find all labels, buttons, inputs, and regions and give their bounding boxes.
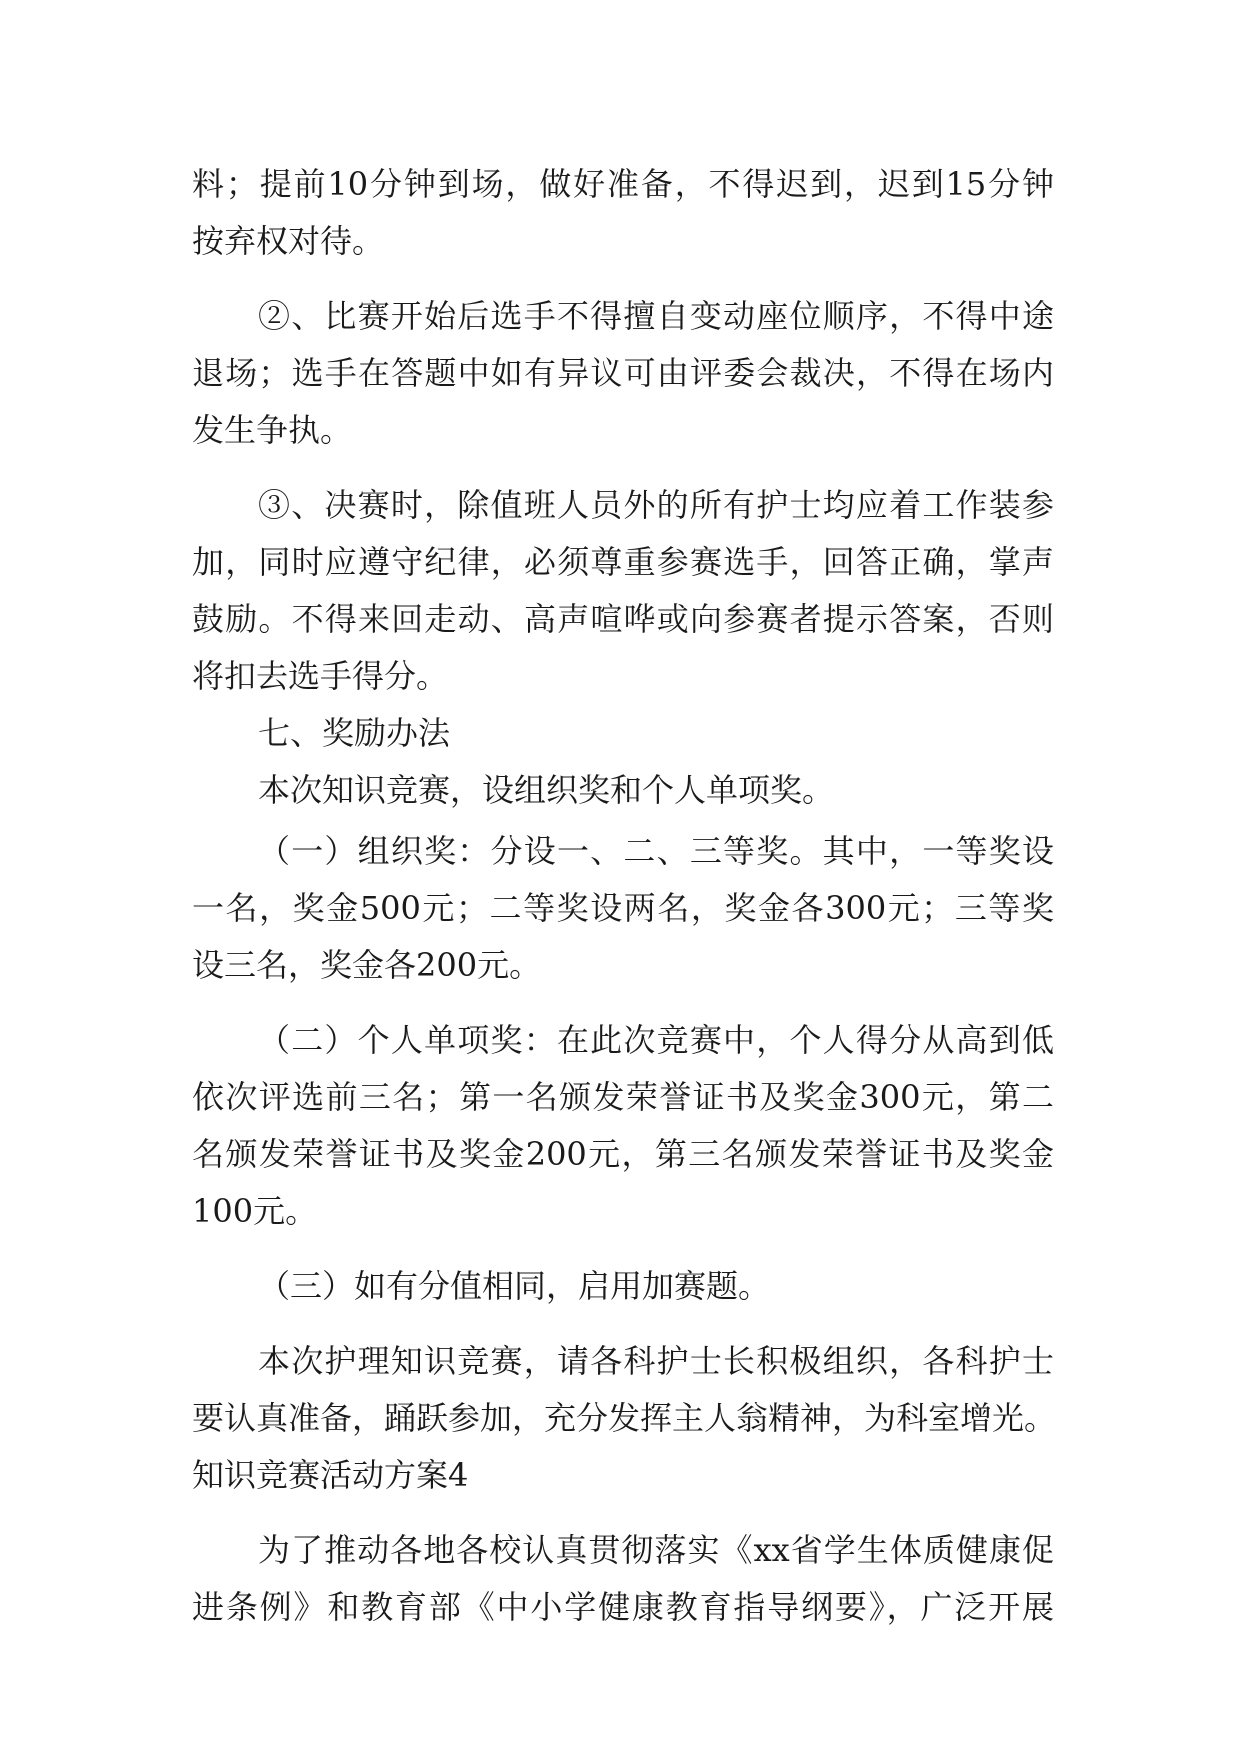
text-line: 一名，奖金500元；二等奖设两名，奖金各300元；三等奖 xyxy=(192,889,1054,927)
text-line: 按弃权对待。 xyxy=(192,222,385,260)
text-line: 本次护理知识竞赛，请各科护士长积极组织，各科护士 xyxy=(258,1342,1054,1380)
text-line: 为了推动各地各校认真贯彻落实《xx省学生体质健康促 xyxy=(258,1531,1054,1569)
section-heading: 七、奖励办法 xyxy=(258,714,451,752)
paragraph-gap xyxy=(192,1240,1054,1258)
text-line: 发生争执。 xyxy=(192,411,353,449)
text-line: ②、比赛开始后选手不得擅自变动座位顺序，不得中途 xyxy=(258,297,1054,335)
paragraph-gap xyxy=(192,1504,1054,1522)
text-line: （二）个人单项奖：在此次竞赛中，个人得分从高到低 xyxy=(258,1021,1054,1059)
text-line: 名颁发荣誉证书及奖金200元，第三名颁发荣誉证书及奖金 xyxy=(192,1135,1054,1173)
paragraph-gap xyxy=(192,459,1054,477)
text-line: （三）如有分值相同，启用加赛题。 xyxy=(258,1267,771,1305)
text-line: 加，同时应遵守纪律，必须尊重参赛选手，回答正确，掌声 xyxy=(192,543,1054,581)
text-line: ③、决赛时，除值班人员外的所有护士均应着工作装参 xyxy=(258,486,1054,524)
text-line: 设三名，奖金各200元。 xyxy=(192,946,542,984)
paragraph-gap xyxy=(192,1315,1054,1333)
text-line: 本次知识竞赛，设组织奖和个人单项奖。 xyxy=(258,771,835,809)
text-line: （一）组织奖：分设一、二、三等奖。其中，一等奖设 xyxy=(258,832,1054,870)
text-line: 将扣去选手得分。 xyxy=(192,657,449,695)
text-line: 鼓励。不得来回走动、高声喧哗或向参赛者提示答案，否则 xyxy=(192,600,1054,638)
text-line: 退场；选手在答题中如有异议可由评委会裁决，不得在场内 xyxy=(192,354,1054,392)
document-body xyxy=(192,156,1057,1636)
text-line: 100元。 xyxy=(192,1192,318,1230)
text-line: 要认真准备，踊跃参加，充分发挥主人翁精神，为科室增光。 xyxy=(192,1399,1057,1437)
text-line: 依次评选前三名；第一名颁发荣誉证书及奖金300元，第二 xyxy=(192,1078,1054,1116)
text-line: 进条例》和教育部《中小学健康教育指导纲要》，广泛开展 xyxy=(192,1588,1054,1626)
paragraph-gap xyxy=(192,270,1054,288)
paragraph-gap xyxy=(192,994,1054,1012)
text-line: 料；提前10分钟到场，做好准备，不得迟到，迟到15分钟 xyxy=(192,165,1054,203)
section-heading: 知识竞赛活动方案4 xyxy=(192,1456,469,1494)
